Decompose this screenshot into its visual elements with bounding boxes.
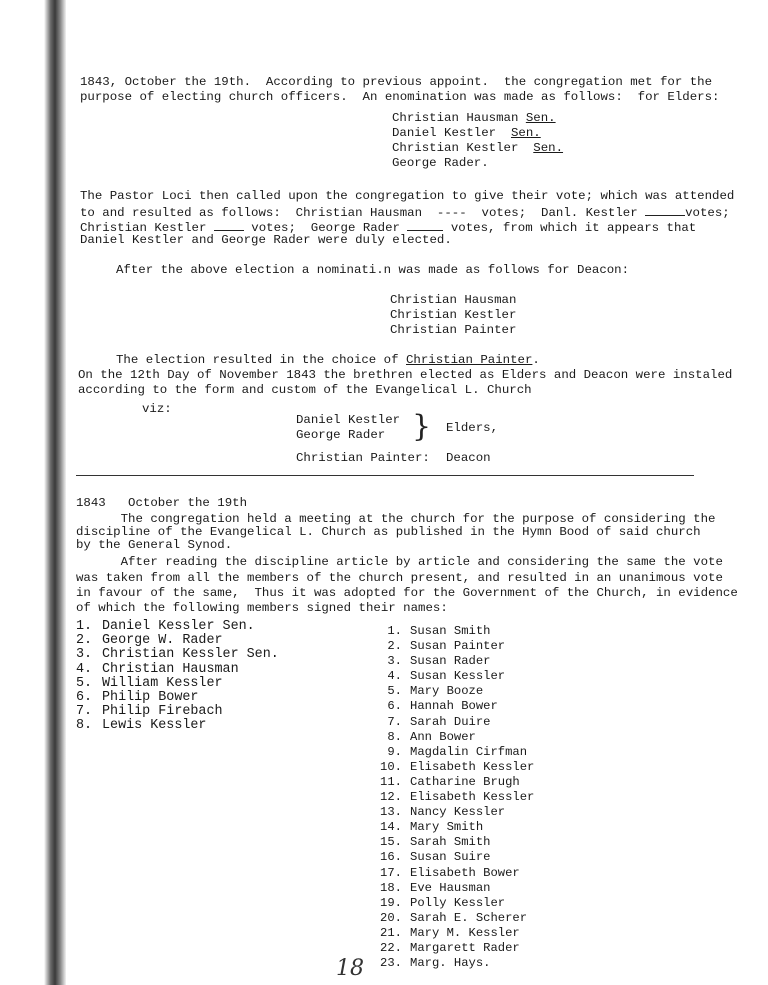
elder-nominee-4: George Rader. [392,156,489,170]
install-line1: On the 12th Day of November 1843 the brethren elected as Elders and Deacon were instaled [78,368,733,382]
list-item: 18. Eve Hausman [380,880,491,895]
male-members-list [76,620,279,734]
elder-nominee-3: Christian Kestler Sen. [392,141,564,155]
elder-nominee-2: Daniel Kestler Sen. [392,126,541,140]
list-item: 9. Magdalin Cirfman [387,744,528,759]
list-item: 7. Sarah Duire [387,714,491,729]
list-item: 22. Margarett Rader [380,940,520,955]
list-item: 17. Elisabeth Bower [380,865,520,880]
vote-line3: Christian Kestler votes; George Rader votes, from which it appears that [80,221,697,235]
list-item: 6. Hannah Bower [387,699,498,714]
installed-elder-2: George Rader [296,428,386,442]
vote-blank [214,219,244,231]
s2-p2-line4: of which the following members signed their names: [76,601,448,615]
deacon-nominee-2: Christian Kestler [390,308,517,322]
list-item: 15. Sarah Smith [380,835,491,850]
deacon-label: Deacon [446,451,491,465]
s2-p2-line3: in favour of the same, Thus it was adopted for the Government of the Church, in evidence [76,586,738,600]
list-item: 6. Philip Bower [76,690,199,706]
brace-symbol: } [412,409,432,444]
s1-line2: purpose of electing church officers. An enomination was made as follows: for Elders: [80,90,720,104]
list-item: 7. Philip Firebach [76,704,223,720]
s2-p2-line1: After reading the discipline article by article and considering the same the vote [76,555,723,569]
deacon-nominee-1: Christian Hausman [390,293,517,307]
list-item: 5. William Kessler [76,675,223,691]
list-item: 5. Mary Booze [387,684,484,699]
list-item: 4. Susan Kessler [387,669,506,684]
list-item: 12. Elisabeth Kessler [380,790,535,805]
list-item: 21. Mary M. Kessler [380,925,520,940]
s2-p1-line1: The congregation held a meeting at the church for the purpose of considering the [76,512,716,526]
vote-line2: to and resulted as follows: Christian Hausman ---- votes; Danl. Kestler votes; [80,206,730,220]
deacon-nominee-3: Christian Painter [390,323,517,337]
installed-elder-1: Daniel Kestler [296,413,401,427]
election-result: The election resulted in the choice of Christian Painter. [116,353,540,367]
s2-date: 1843 October the 19th [76,496,248,510]
installed-deacon: Christian Painter: [296,451,430,465]
list-item: 10. Elisabeth Kessler [380,759,535,774]
list-item: 1. Daniel Kessler Sen. [76,619,255,634]
female-members-list [372,624,534,971]
list-item: 16. Susan Suire [380,850,491,865]
list-item: 8. Ann Bower [387,729,476,744]
list-item: 8. Lewis Kessler [76,718,207,734]
s2-p1-line2: discipline of the Evangelical L. Church as published in the Hymn Bood of said church [76,525,701,539]
elder-nominee-1: Christian Hausman Sen. [392,111,556,125]
list-item: 2. Susan Painter [387,639,506,654]
vote-line1: The Pastor Loci then called upon the congregation to give their vote; which was attended [80,189,735,203]
list-item: 4. Christian Hausman [76,661,239,677]
install-line2: according to the form and custom of the Evangelical L. Church [78,383,532,397]
list-item: 19. Polly Kessler [380,895,506,910]
elders-label: Elders, [446,421,499,435]
deacon-intro: After the above election a nominati.n was made as follows for Deacon: [116,263,630,277]
list-item: 3. Susan Rader [387,654,491,669]
list-item: 11. Catharine Brugh [380,774,520,789]
s1-line1: 1843, October the 19th. According to previous appoint. the congregation met for the [80,75,713,89]
list-item: 2. George W. Rader [76,633,223,649]
list-item: 23. Marg. Hays. [380,956,491,971]
list-item: 13. Nancy Kessler [380,805,506,820]
vote-blank [407,219,443,231]
page-number: 18 [336,956,364,981]
list-item: 3. Christian Kessler Sen. [76,647,279,663]
list-item: 14. Mary Smith [380,820,484,835]
vote-line4: Daniel Kestler and George Rader were duly elected. [80,233,452,247]
s2-p1-line3: by the General Synod. [76,538,233,552]
list-item: 20. Sarah E. Scherer [380,910,528,925]
s2-p2-line2: was taken from all the members of the church present, and resulted in an unanimous vote [76,571,723,585]
vote-blank [645,204,685,216]
viz-label: viz: [142,402,172,416]
list-item: 1. Susan Smith [387,624,491,638]
section-divider [76,475,694,476]
